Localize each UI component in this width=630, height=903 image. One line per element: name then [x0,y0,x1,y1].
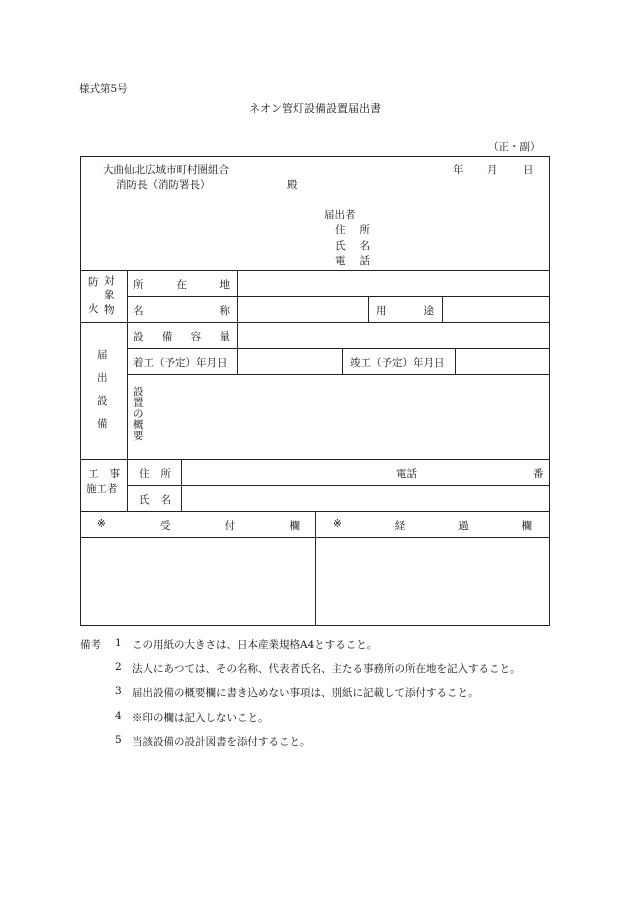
form-number: 様式第5号 [79,83,128,95]
contractor-label-line2: 施工者 [86,483,118,495]
note-number: 3 [115,685,122,697]
applicant-phone-label: 電 話 [335,255,370,267]
notes-label: 備考 [80,639,101,651]
fire-object-label-col1: 防 火 [88,276,99,315]
note-number: 5 [115,734,122,746]
addressee-organization: 大曲仙北広域市町村圏組合 [103,164,229,176]
reception-header: ※ 受 付 欄 [97,518,300,532]
equipment-group-label: 届 出 設 備 [97,349,108,430]
date-year: 年 [453,164,464,176]
note-number: 1 [115,637,122,649]
date-day: 日 [523,164,534,176]
note-text: 届出設備の概要欄に書き込めない事項は、別紙に記載して添付すること。 [132,687,479,699]
summary-label: 設 置 の 概 要 [133,386,144,443]
note-text: この用紙の大きさは、日本産業規格A4とすること。 [132,639,378,651]
location-label: 所 在 地 [133,279,230,291]
addressee-honorific: 殿 [287,179,298,191]
contractor-phone-suffix: 番 [533,468,544,480]
contractor-phone-label: 電話 [396,468,417,480]
start-date-label: 着工（予定）年月日 [133,357,228,369]
addressee-title: 消防長（消防署長） [116,179,211,191]
fire-object-label-col2: 対 象 物 [104,275,115,316]
note-text: 当該設備の設計図書を添付すること。 [132,736,311,748]
progress-header: ※ 経 過 欄 [333,518,532,532]
object-name-label: 名 称 [133,305,230,317]
note-number: 2 [115,661,122,673]
copy-label: （正・副） [488,141,541,153]
note-text: ※印の欄は記入しないこと。 [132,712,269,724]
date-month: 月 [487,164,498,176]
contractor-name-label: 氏 名 [139,494,171,506]
applicant-address-label: 住 所 [335,224,370,236]
contractor-address-label: 住 所 [139,468,171,480]
contractor-label-line1: 工 事 [88,468,120,480]
end-date-label: 竣工（予定）年月日 [350,357,445,369]
capacity-label: 設 備 容 量 [133,331,230,343]
applicant-name-label: 氏 名 [335,240,370,252]
page-title: ネオン管灯設備設置届出書 [249,102,381,115]
note-text: 法人にあつては、その名称、代表者氏名、主たる事務所の所在地を記入すること。 [132,663,521,675]
note-number: 4 [115,710,122,722]
usage-label: 用 途 [376,305,434,317]
applicant-label: 届出者 [324,209,356,221]
